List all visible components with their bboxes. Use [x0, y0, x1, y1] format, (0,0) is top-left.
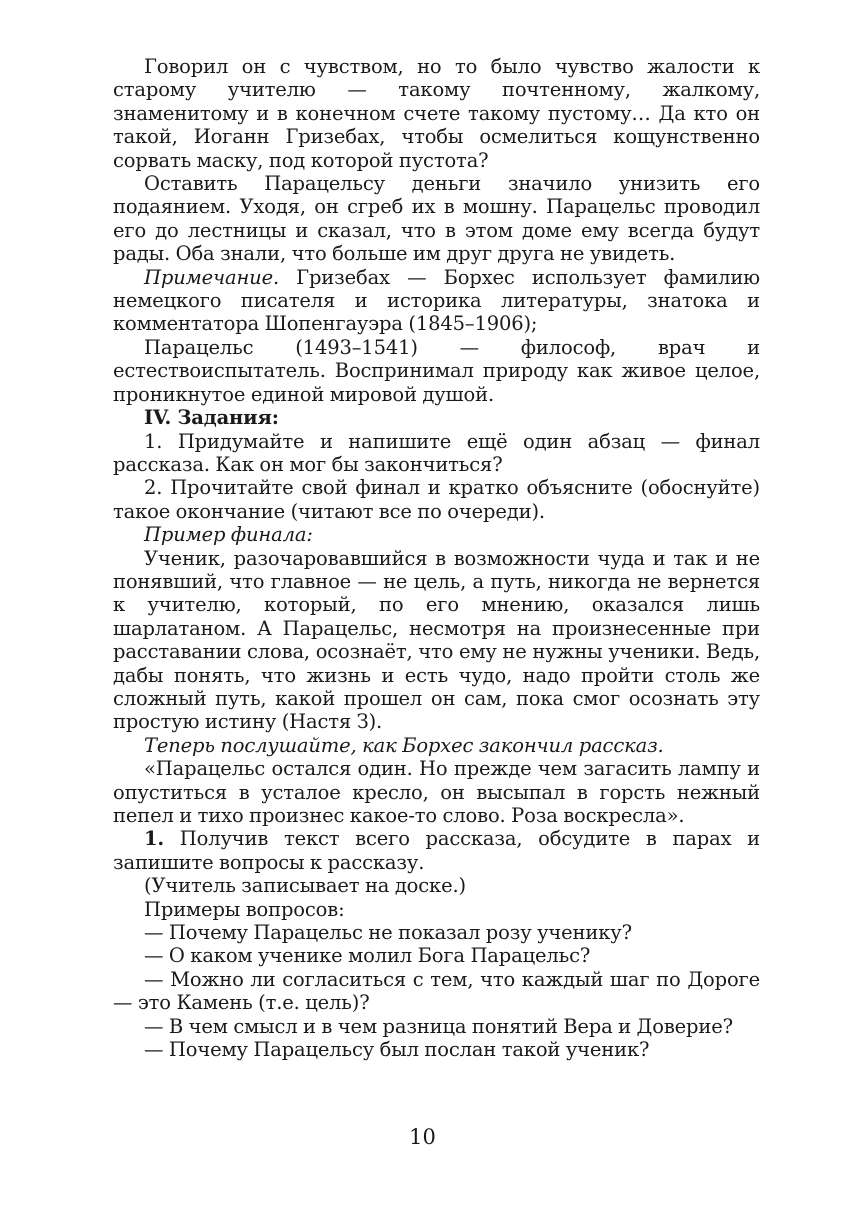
- page-body: [113, 55, 760, 1061]
- note-paragraph: [113, 266, 760, 336]
- task-item: 1. Придумайте и напишите ещё один абзац — финал рассказа. Как он мог бы закончиться?: [113, 429, 760, 476]
- paragraph: Оставить Парацельсу деньги значило унизить его подаянием. Уходя, он сгреб их в мошну. Парацельс проводил его до лестницы и сказал, что в этом доме ему всегда будут рады. Оба знали, что больше им друг друга не увидеть.: [113, 172, 760, 266]
- paragraph: (Учитель записывает на доске.): [144, 874, 466, 898]
- italic-paragraph: Теперь послушайте, как Борхес закончил рассказ.: [144, 733, 664, 757]
- question-item: — Почему Парацельсу был послан такой ученик?: [144, 1038, 650, 1062]
- task-text: Получив текст всего рассказа, обсудите в парах и запишите вопросы к рассказу.: [113, 827, 760, 874]
- question-item: — О каком ученике молил Бога Парацельс?: [144, 944, 591, 968]
- question-item: — Почему Парацельс не показал розу ученику?: [144, 921, 632, 945]
- quote-paragraph: «Парацельс остался один. Но прежде чем загасить лампу и опуститься в усталое кресло, он высыпал в горсть нежный пепел и тихо произнес какое-то слово. Роза воскресла».: [113, 757, 760, 827]
- note-text: Гризебах — Борхес использует фамилию немецкого писателя и историка литературы, знатока и комментатора Шопенгауэра (1845–1906);: [113, 265, 760, 336]
- example-label: Пример финала:: [144, 523, 313, 547]
- question-item: — Можно ли согласиться с тем, что каждый шаг по Дороге — это Камень (т.е. цель)?: [113, 967, 760, 1015]
- task-number: 1.: [144, 827, 165, 851]
- paragraph: Примеры вопросов:: [144, 897, 345, 921]
- section-heading: IV. Задания:: [144, 406, 279, 430]
- note-label: Примечание.: [144, 265, 280, 289]
- paragraph: Ученик, разочаровавшийся в возможности чуда и так и не понявший, что главное — не цель, а путь, никогда не вернется к учителю, который, по его мнению, оказался лишь шарлатаном. А Парацельс, несмотря на произнесенные при расставании слова, осознаёт, что ему не нужны ученики. Ведь, дабы понять, что жизнь и есть чудо, надо пройти столь же сложный путь, какой прошел он сам, пока смог осознать эту простую истину (Настя З).: [113, 546, 760, 734]
- task-item: 2. Прочитайте свой финал и кратко объясните (обоснуйте) такое окончание (читают все по очереди).: [113, 476, 760, 523]
- paragraph: Говорил он с чувством, но то было чувство жалости к старому учителю — такому почтенному, жалкому, знаменитому и в конечном счете такому пустому… Да кто он такой, Иоганн Гризебах, чтобы осмелиться кощунственно сорвать маску, под которой пустота?: [113, 55, 760, 172]
- question-item: — В чем смысл и в чем разница понятий Вера и Доверие?: [144, 1014, 733, 1038]
- task-item: [113, 827, 760, 874]
- paragraph: Парацельс (1493–1541) — философ, врач и естествоиспытатель. Воспринимал природу как живое целое, проникнутое единой мировой душой.: [113, 335, 760, 406]
- page-number: 10: [409, 1125, 436, 1149]
